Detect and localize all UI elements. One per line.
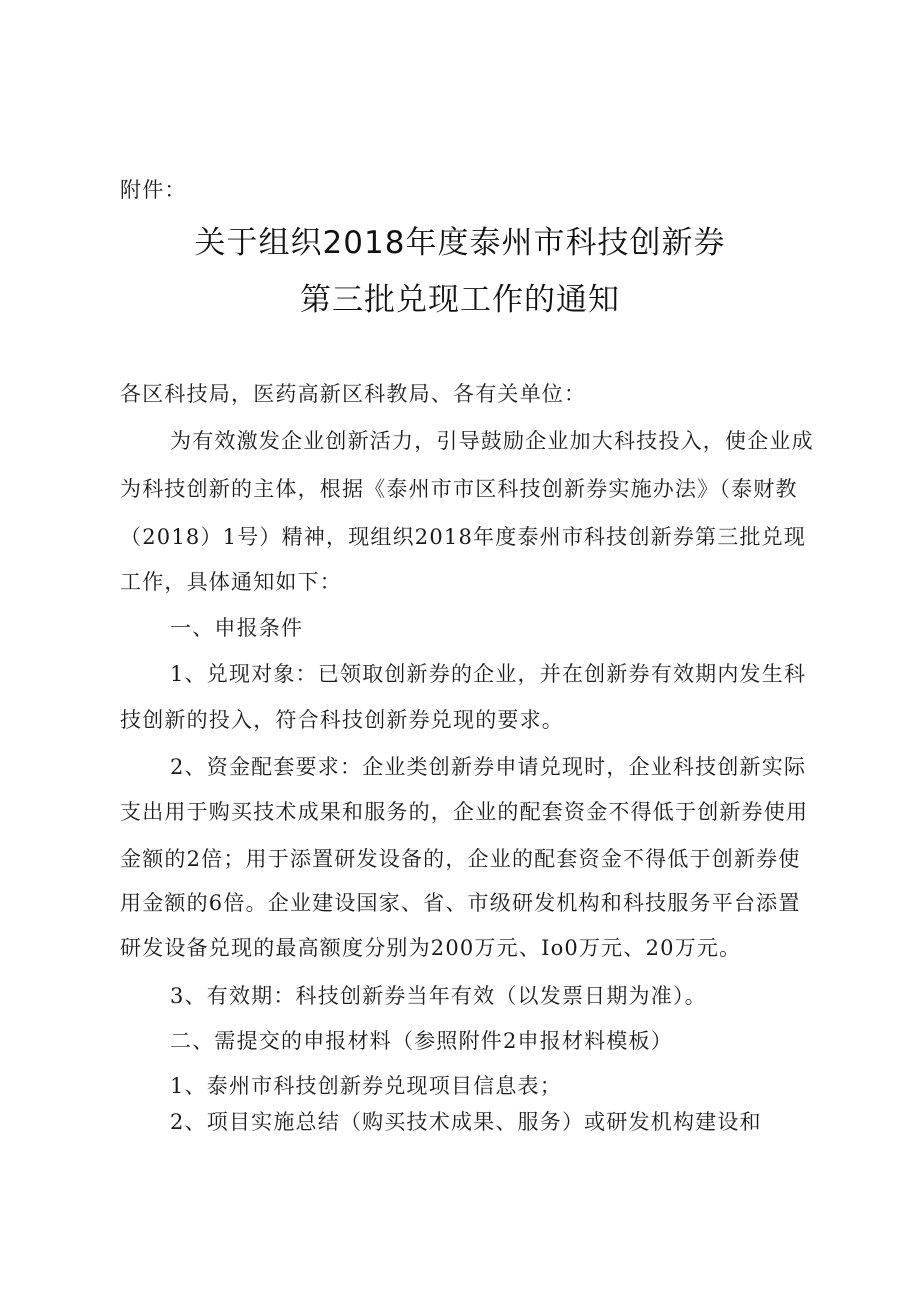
document-title-line-1: 关于组织2018年度泰州市科技创新券 bbox=[194, 225, 726, 261]
paragraph-line: 为科技创新的主体，根据《泰州市市区科技创新券实施办法》（泰财教 bbox=[120, 477, 798, 501]
item-3-line: 3、有效期：科技创新券当年有效（以发票日期为准）。 bbox=[170, 984, 707, 1008]
attachment-label: 附件： bbox=[120, 178, 187, 202]
item-1-line: 技创新的投入，符合科技创新券兑现的要求。 bbox=[120, 708, 564, 732]
item-2-line: 研发设备兑现的最高额度分别为200万元、Io0万元、20万元。 bbox=[120, 936, 742, 960]
item-2-line: 2、资金配套要求：企业类创新券申请兑现时，企业科技创新实际 bbox=[170, 755, 807, 779]
section-heading-materials: 二、需提交的申报材料（参照附件2申报材料模板） bbox=[170, 1029, 673, 1053]
paragraph-line: 工作，具体通知如下： bbox=[120, 570, 342, 594]
item-2-line: 支出用于购买技术成果和服务的，企业的配套资金不得低于创新券使用 bbox=[120, 800, 809, 824]
item-1-line: 1、兑现对象：已领取创新券的企业，并在创新券有效期内发生科 bbox=[170, 662, 807, 686]
section-heading-conditions: 一、申报条件 bbox=[170, 616, 304, 640]
addressee: 各区科技局，医药高新区科教局、各有关单位： bbox=[120, 382, 587, 406]
document-title-line-2: 第三批兑现工作的通知 bbox=[300, 282, 620, 318]
item-2-line: 金额的2倍；用于添置研发设备的，企业的配套资金不得低于创新券使 bbox=[120, 847, 801, 871]
material-2-line: 2、项目实施总结（购买技术成果、服务）或研发机构建设和 bbox=[170, 1110, 762, 1134]
paragraph-line: 为有效激发企业创新活力，引导鼓励企业加大科技投入，使企业成 bbox=[170, 429, 814, 453]
material-1-line: 1、泰州市科技创新券兑现项目信息表； bbox=[170, 1074, 562, 1098]
paragraph-line: （2018）1号）精神，现组织2018年度泰州市科技创新券第三批兑现 bbox=[120, 525, 807, 549]
item-2-line: 用金额的6倍。企业建设国家、省、市级研发机构和科技服务平台添置 bbox=[120, 891, 801, 915]
